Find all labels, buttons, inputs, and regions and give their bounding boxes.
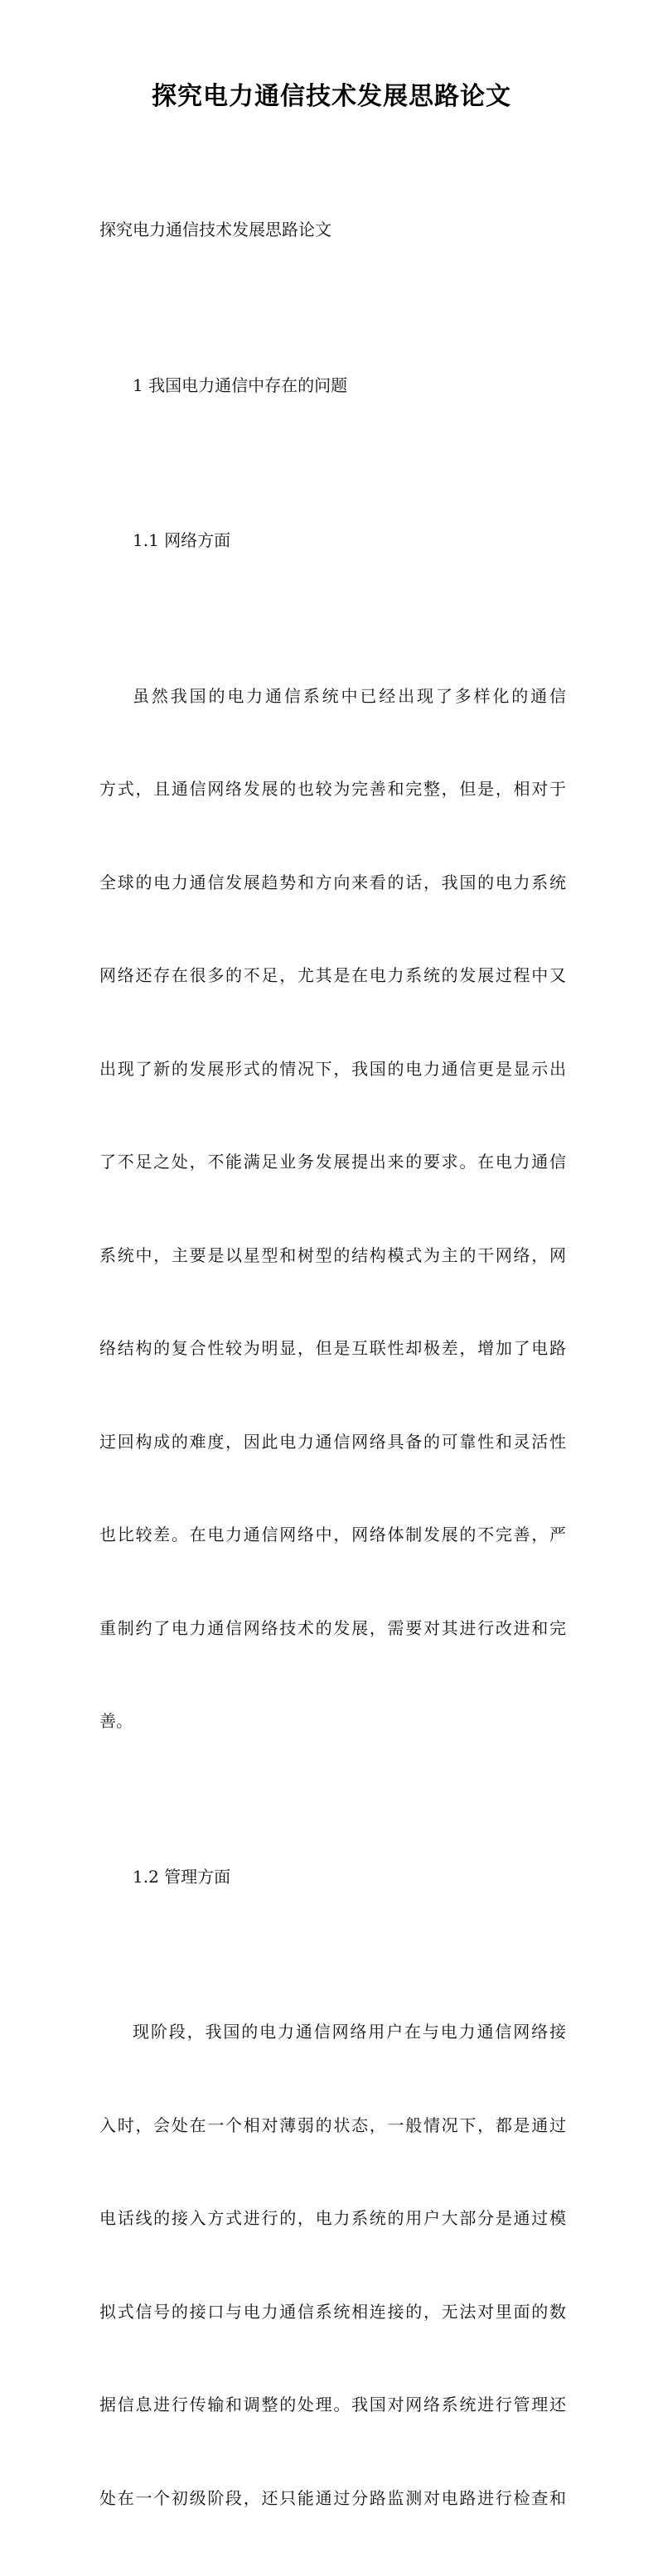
paragraph-line: 拟式信号的接口与电力通信系统相连接的，无法对里面的数 [99, 2301, 566, 2322]
section-heading-1 [99, 308, 566, 464]
paragraph-network [99, 619, 566, 1800]
paragraph-line: 处在一个初级阶段，还只能通过分路监测对电路进行检查和 [99, 2487, 566, 2508]
paragraph-line: 据信息进行传输和调整的处理。我国对网络系统进行管理还 [99, 2395, 566, 2414]
paragraph-line: 网络还存在很多的不足，尤其是在电力系统的发展过程中又 [99, 965, 566, 985]
section-heading-1-2 [99, 1800, 566, 1955]
document-title: 探究电力通信技术发展思路论文 [152, 82, 511, 111]
paragraph-line: 方式，且通信网络发展的也较为完善和完整，但是，相对于 [99, 779, 566, 799]
paragraph-line: 善。 [99, 1711, 133, 1731]
paragraph-management [99, 1955, 566, 2576]
section-heading-1-text: 1 我国电力通信中存在的问题 [133, 375, 348, 395]
section-heading-1-1 [99, 463, 566, 619]
section-heading-1-2-text: 1.2 管理方面 [133, 1866, 231, 1887]
paragraph-line: 电话线的接入方式进行的，电力系统的用户大部分是通过模 [99, 2208, 566, 2228]
paragraph-line: 重制约了电力通信网络技术的发展，需要对其进行改进和完 [99, 1617, 566, 1638]
paragraph-line: 现阶段，我国的电力通信网络用户在与电力通信网络接 [133, 2022, 566, 2042]
paragraph-line: 入时，会处在一个相对薄弱的状态，一般情况下，都是通过 [99, 2114, 566, 2135]
paragraph-line: 出现了新的发展形式的情况下，我国的电力通信更是显示出 [99, 1058, 566, 1079]
paragraph-line: 络结构的复合性较为明显，但是互联性却极差，增加了电路 [99, 1338, 566, 1358]
paragraph-line: 了不足之处，不能满足业务发展提出来的要求。在电力通信 [99, 1152, 566, 1172]
section-heading-1-1-text: 1.1 网络方面 [133, 530, 231, 550]
document-body [99, 152, 566, 2576]
heading-line-text: 探究电力通信技术发展思路论文 [99, 220, 332, 239]
paragraph-line: 全球的电力通信发展趋势和方向来看的话，我国的电力系统 [99, 872, 566, 892]
paragraph-line: 虽然我国的电力通信系统中已经出现了多样化的通信 [133, 685, 566, 706]
paragraph-line: 迂回构成的难度，因此电力通信网络具备的可靠性和灵活性 [99, 1431, 566, 1452]
heading-line [99, 152, 566, 308]
paragraph-line: 系统中，主要是以星型和树型的结构模式为主的干网络，网 [99, 1245, 566, 1265]
paragraph-line: 也比较差。在电力通信网络中，网络体制发展的不完善，严 [99, 1525, 566, 1544]
